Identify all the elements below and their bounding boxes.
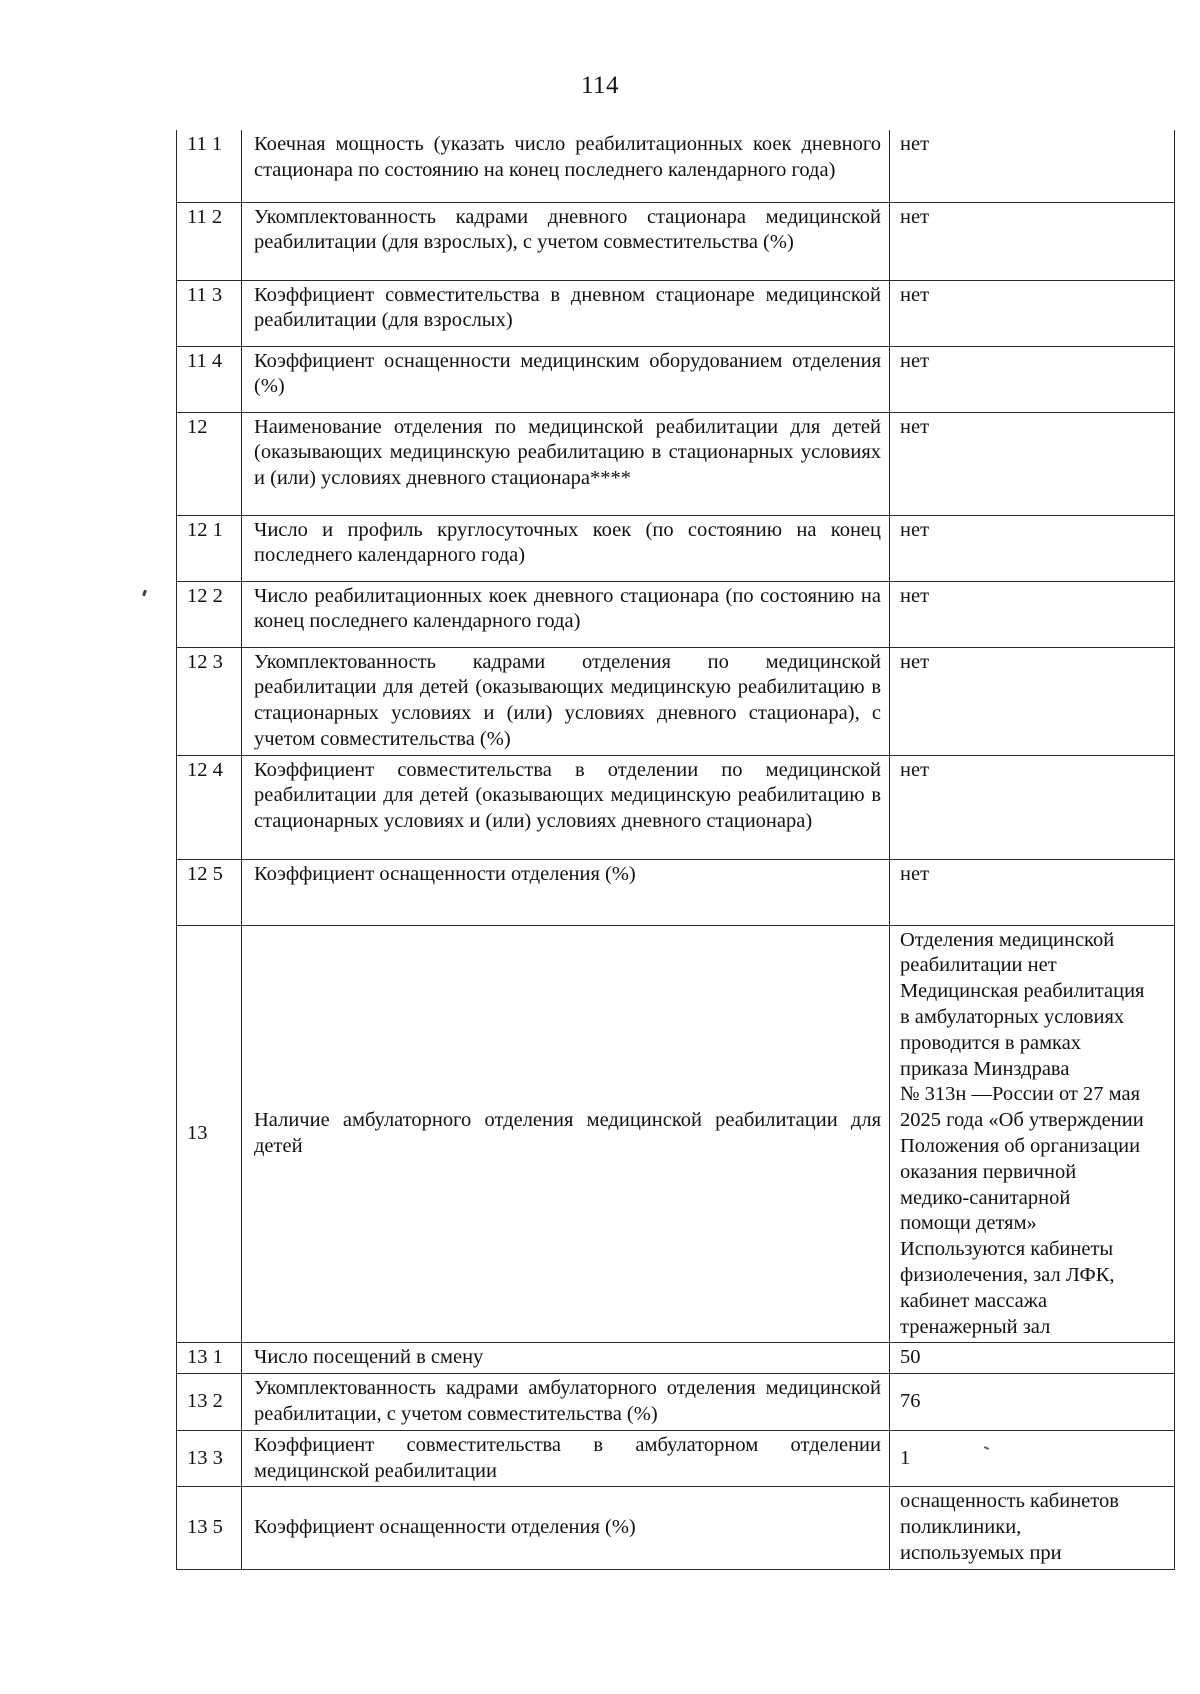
row-number: 13 2 xyxy=(177,1374,242,1431)
row-number: 11 3 xyxy=(177,280,242,346)
value-line: Медицинская реабилитация xyxy=(900,980,1145,1003)
table-row xyxy=(177,1430,1175,1487)
row-description: Коэффициент оснащенности отделения (%) xyxy=(242,1487,890,1569)
value-line: оснащенность кабинетов xyxy=(900,1490,1119,1513)
row-number: 13 5 xyxy=(177,1487,242,1569)
value-line: поликлиники, xyxy=(900,1516,1022,1539)
value-line: в амбулаторных условиях xyxy=(900,1006,1125,1029)
table-row xyxy=(177,1343,1175,1374)
row-description: Число посещений в смену xyxy=(242,1343,890,1374)
row-value: нет xyxy=(890,581,1175,647)
table-row xyxy=(177,1487,1175,1569)
row-value: нет xyxy=(890,755,1175,859)
row-value: нет xyxy=(890,346,1175,412)
value-line: кабинет массажа xyxy=(900,1289,1048,1312)
value-line: физиолечения, зал ЛФК, xyxy=(900,1264,1115,1287)
table-row xyxy=(177,1374,1175,1431)
row-number: 12 5 xyxy=(177,859,242,925)
value-line: № 313н —России от 27 мая xyxy=(900,1083,1140,1106)
row-description: Коэффициент оснащенности отделения (%) xyxy=(242,859,890,925)
value-line: оказания первичной xyxy=(900,1160,1077,1183)
table-row xyxy=(177,202,1175,280)
row-value: нет xyxy=(890,412,1175,515)
row-description: Наименование отделения по медицинской реабилитации для детей (оказывающих медицинскую реабилитацию в стационарных условиях и (или) условиях дневного стационара**** xyxy=(242,412,890,515)
value-line: Используются кабинеты xyxy=(900,1238,1114,1261)
row-value: нет xyxy=(890,202,1175,280)
table-row xyxy=(177,412,1175,515)
row-description: Коэффициент совместительства в отделении по медицинской реабилитации для детей (оказывающих медицинскую реабилитацию в стационарных условиях и (или) условиях дневного стационара) xyxy=(242,755,890,859)
value-line: приказа Минздрава xyxy=(900,1057,1070,1080)
row-description: Число и профиль круглосуточных коек (по состоянию на конец последнего календарного года) xyxy=(242,515,890,581)
row-description: Укомплектованность кадрами дневного стационара медицинской реабилитации (для взрослых), с учетом совместительства (%) xyxy=(242,202,890,280)
row-number: 11 4 xyxy=(177,346,242,412)
row-description: Укомплектованность кадрами амбулаторного отделения медицинской реабилитации, с учетом совместительства (%) xyxy=(242,1374,890,1431)
row-number: 13 xyxy=(177,925,242,1343)
table-row xyxy=(177,581,1175,647)
row-value xyxy=(890,1487,1175,1569)
row-value: нет xyxy=(890,647,1175,755)
row-number: 12 3 xyxy=(177,647,242,755)
table-row xyxy=(177,130,1175,202)
table-row xyxy=(177,515,1175,581)
row-number: 12 2 xyxy=(177,581,242,647)
value-line: тренажерный зал xyxy=(900,1315,1051,1338)
row-number: 12 1 xyxy=(177,515,242,581)
row-number: 13 3 xyxy=(177,1430,242,1487)
row-number: 13 1 xyxy=(177,1343,242,1374)
row-number: 11 1 xyxy=(177,130,242,202)
row-description: Число реабилитационных коек дневного стационара (по состоянию на конец последнего календарного года) xyxy=(242,581,890,647)
row-description: Коечная мощность (указать число реабилитационных коек дневного стационара по состоянию на конец последнего календарного года) xyxy=(242,130,890,202)
table-row xyxy=(177,346,1175,412)
value-line: медико-санитарной xyxy=(900,1186,1071,1209)
value-line: используемых при xyxy=(900,1542,1062,1565)
row-value xyxy=(890,925,1175,1343)
row-number: 12 4 xyxy=(177,755,242,859)
scan-artifact-mark xyxy=(142,590,147,597)
table-row xyxy=(177,755,1175,859)
row-description: Коэффициент совместительства в амбулаторном отделении медицинской реабилитации xyxy=(242,1430,890,1487)
value-line: Отделения медицинской xyxy=(900,928,1115,951)
rehabilitation-indicators-table xyxy=(176,130,1175,1570)
value-line: Положения об организации xyxy=(900,1135,1141,1158)
table-row xyxy=(177,647,1175,755)
row-description: Наличие амбулаторного отделения медицинской реабилитации для детей xyxy=(242,925,890,1343)
row-number: 11 2 xyxy=(177,202,242,280)
value-line: помощи детям» xyxy=(900,1212,1037,1235)
page-number: 114 xyxy=(580,72,620,99)
row-value: нет xyxy=(890,859,1175,925)
row-number: 12 xyxy=(177,412,242,515)
row-value: 1 xyxy=(890,1430,1175,1487)
row-value: 50 xyxy=(890,1343,1175,1374)
row-description: Коэффициент оснащенности медицинским оборудованием отделения (%) xyxy=(242,346,890,412)
table-row xyxy=(177,859,1175,925)
row-description: Укомплектованность кадрами отделения по медицинской реабилитации для детей (оказывающих медицинскую реабилитацию в стационарных условиях и (или) условиях дневного стационара), с учетом совместительства (%) xyxy=(242,647,890,755)
value-line: проводится в рамках xyxy=(900,1031,1082,1054)
row-value: 76 xyxy=(890,1374,1175,1431)
value-line: реабилитации нет xyxy=(900,954,1057,977)
value-line: 2025 года «Об утверждении xyxy=(900,1109,1144,1132)
row-description: Коэффициент совместительства в дневном стационаре медицинской реабилитации (для взрослых) xyxy=(242,280,890,346)
row-value: нет xyxy=(890,130,1175,202)
row-value: нет xyxy=(890,515,1175,581)
table-row xyxy=(177,280,1175,346)
table-row xyxy=(177,925,1175,1343)
row-value: нет xyxy=(890,280,1175,346)
